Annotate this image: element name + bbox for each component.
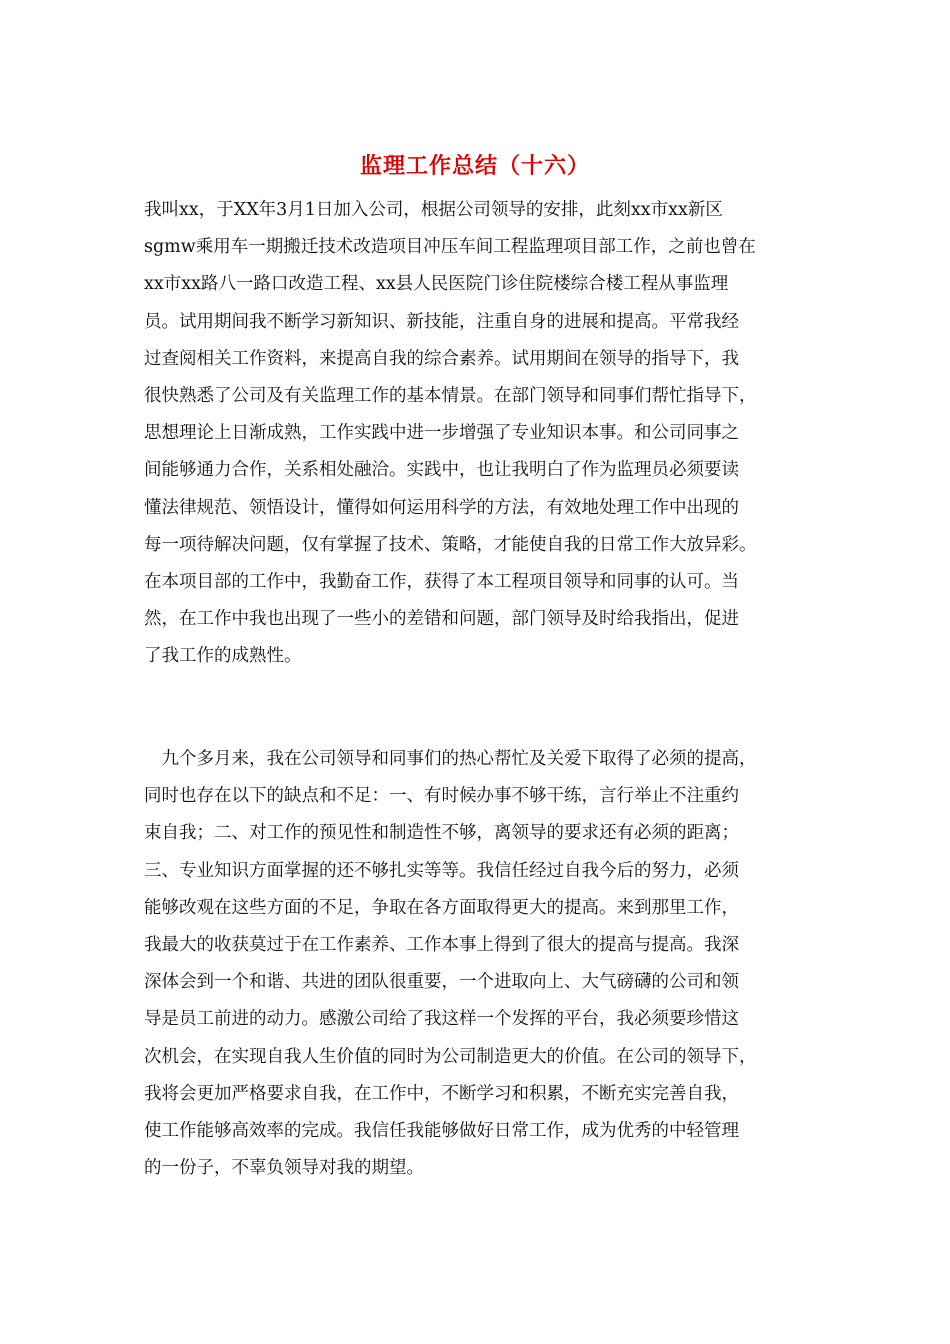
paragraph-line: 我叫xx，于XX年3月1日加入公司，根据公司领导的安排，此刻xx市xx新区 [144, 200, 723, 220]
paragraph-line: 导是员工前进的动力。感激公司给了我这样一个发挥的平台，我必须要珍惜这 [144, 1009, 739, 1030]
paragraph-line: 三、专业知识方面掌握的还不够扎实等等。我信任经过自我今后的努力，必须 [144, 860, 739, 881]
paragraph-line: 我将会更加严格要求自我，在工作中，不断学习和积累，不断充实完善自我， [144, 1083, 739, 1104]
paragraph-line: 然，在工作中我也出现了一些小的差错和问题，部门领导及时给我指出，促进 [144, 609, 739, 630]
paragraph-line: 过查阅相关工作资料，来提高自我的综合素养。试用期间在领导的指导下，我 [144, 348, 739, 369]
paragraph-line: 每一项待解决问题，仅有掌握了技术、策略，才能使自我的日常工作大放异彩。 [144, 534, 757, 555]
paragraph-line: 深体会到一个和谐、共进的团队很重要，一个进取向上、大气磅礴的公司和领 [144, 972, 739, 993]
paragraph-line: 员。试用期间我不断学习新知识、新技能，注重自身的进展和提高。平常我经 [144, 311, 739, 332]
paragraph-line: 间能够通力合作，关系相处融洽。实践中，也让我明白了作为监理员必须要读 [144, 460, 739, 481]
paragraph-line: 很快熟悉了公司及有关监理工作的基本情景。在部门领导和同事们帮忙指导下， [144, 385, 757, 406]
paragraph-2 [144, 741, 824, 1187]
paragraph-line: 束自我；二、对工作的预见性和制造性不够，离领导的要求还有必须的距离； [144, 823, 739, 844]
paragraph-line: 了我工作的成熟性。 [144, 646, 302, 667]
paragraph-line: xx市xx路八一路口改造工程、xx县人民医院门诊住院楼综合楼工程从事监理 [144, 274, 729, 295]
paragraph-line: 九个多月来，我在公司领导和同事们的热心帮忙及关爱下取得了必须的提高， [144, 749, 757, 769]
paragraph-line: sgmw乘用车一期搬迁技术改造项目冲压车间工程监理项目部工作，之前也曾在 [144, 237, 756, 258]
document-title: 监理工作总结（十六） [359, 153, 590, 179]
paragraph-line: 的一份子，不辜负领导对我的期望。 [144, 1158, 424, 1179]
paragraph-line: 使工作能够高效率的完成。我信任我能够做好日常工作，成为优秀的中轻管理 [144, 1120, 739, 1141]
paragraph-line: 次机会，在实现自我人生价值的同时为公司制造更大的价值。在公司的领导下， [144, 1046, 757, 1067]
paragraph-line: 在本项目部的工作中，我勤奋工作，获得了本工程项目领导和同事的认可。当 [144, 571, 739, 592]
paragraph-1 [144, 192, 824, 675]
paragraph-line: 能够改观在这些方面的不足，争取在各方面取得更大的提高。来到那里工作， [144, 897, 739, 918]
paragraph-line: 思想理论上日渐成熟，工作实践中进一步增强了专业知识本事。和公司同事之 [144, 423, 739, 444]
paragraph-line: 同时也存在以下的缺点和不足：一、有时候办事不够干练，言行举止不注重约 [144, 786, 739, 807]
paragraph-line: 我最大的收获莫过于在工作素养、工作本事上得到了很大的提高与提高。我深 [144, 934, 739, 955]
paragraph-line: 懂法律规范、领悟设计，懂得如何运用科学的方法，有效地处理工作中出现的 [144, 497, 739, 518]
